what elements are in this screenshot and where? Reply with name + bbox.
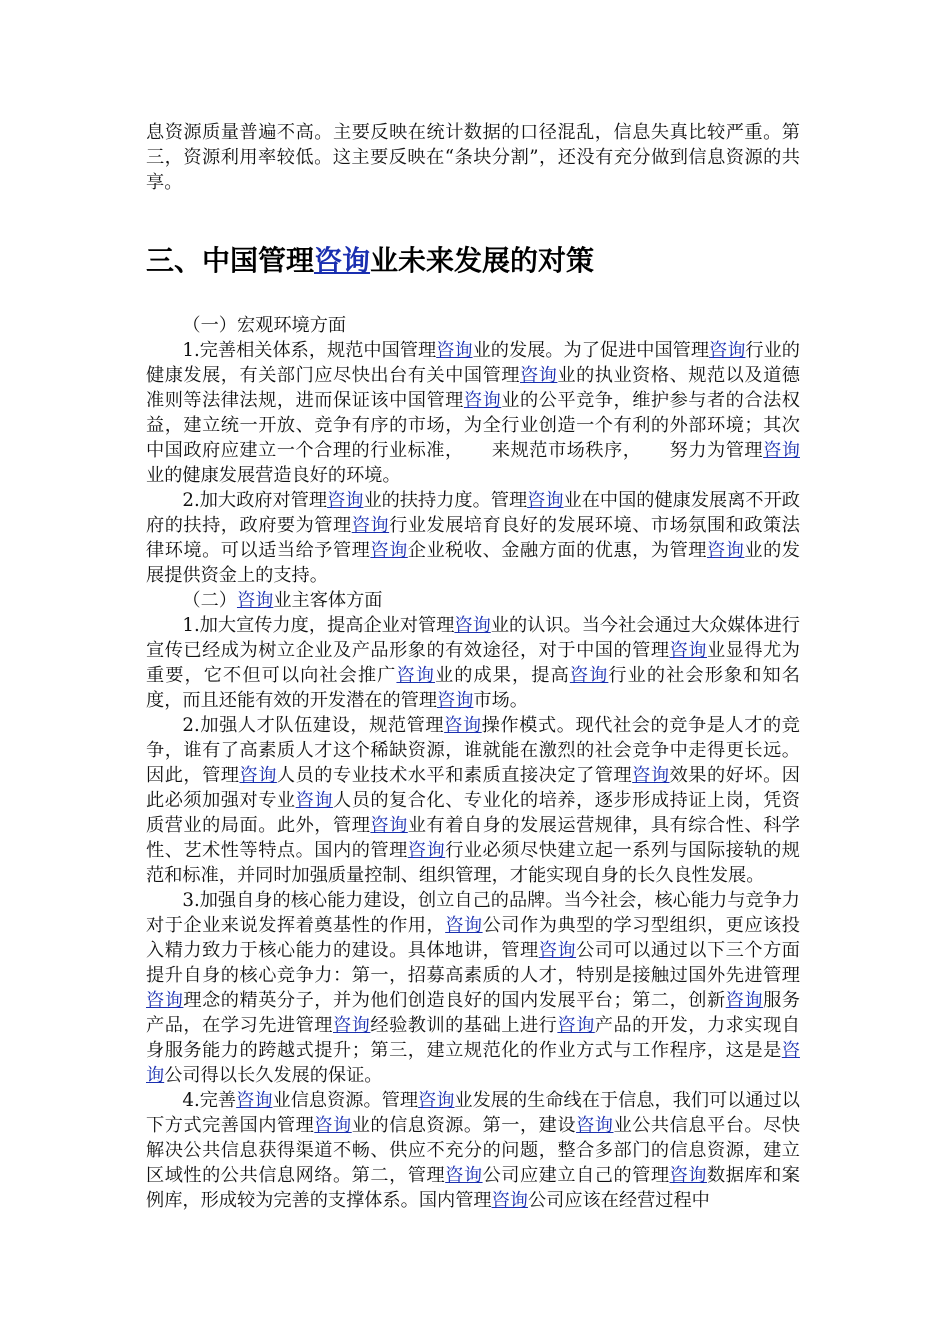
body-paragraph — [146, 488, 800, 588]
consulting-link[interactable]: 咨询 — [527, 490, 564, 511]
text-run: 业有着自身的发展运营规律，具有综合性、科学性、艺术性等特点。国内的管理 — [146, 815, 800, 861]
section-heading — [146, 241, 800, 281]
intro-paragraph — [146, 120, 800, 195]
text-run: 服务产品，在学习先进管理 — [146, 990, 800, 1036]
text-run: 业公共信息平台。尽快解决公共信息获得渠道不畅、供应不充分的问题，整合多部门的信息资源，建立区域性的公共信息网络。第二，管理 — [146, 1115, 800, 1186]
text-run: 人员的专业技术水平和素质直接决定了管理 — [276, 765, 633, 786]
consulting-link[interactable]: 咨询 — [236, 590, 274, 611]
text-run: （二） — [182, 590, 237, 611]
text-run: 2.加大政府对管理 — [182, 490, 328, 511]
consulting-link[interactable]: 咨询 — [445, 915, 483, 936]
text-run: 业的认识。当今社会通过大众媒体进行宣传已经成为树立企业及产品形象的有效途径，对于中国的管理 — [146, 615, 800, 661]
text-run: 1.加大宣传力度，提高企业对管理 — [182, 615, 455, 636]
consulting-link[interactable]: 咨询 — [327, 490, 364, 511]
consulting-link[interactable]: 咨询 — [370, 815, 408, 836]
text-run: 业主客体方面 — [273, 590, 383, 611]
text-run: 市场。 — [473, 690, 528, 711]
consulting-link[interactable]: 咨询 — [463, 390, 502, 411]
consulting-link[interactable]: 咨询 — [632, 765, 670, 786]
text-run: 业信息资源。管理 — [272, 1090, 419, 1111]
body-paragraph — [146, 338, 800, 488]
text-run: 人员的复合化、专业化的培养，逐步形成持证上岗，凭资质营业的局面。此外，管理 — [146, 790, 800, 836]
text-run: 行业的健康发展，有关部门应尽快出台有关中国管理 — [146, 340, 800, 386]
consulting-link[interactable]: 咨询 — [445, 1165, 483, 1186]
consulting-link[interactable]: 咨询 — [557, 1015, 595, 1036]
consulting-link[interactable]: 咨询 — [763, 440, 800, 461]
consulting-link[interactable]: 咨询 — [332, 1015, 371, 1036]
body-paragraph — [146, 613, 800, 713]
consulting-link[interactable]: 咨询 — [454, 615, 491, 636]
text-run: 公司可以通过以下三个方面提升自身的核心竞争力：第一，招募高素质的人才，特别是接触过国外先进管理 — [146, 940, 800, 986]
text-run: 业的执业资格、规范以及道德准则等法律法规，进而保证该中国管理 — [146, 365, 800, 411]
text-run: 2.加强人才队伍建设，规范管理 — [182, 715, 445, 736]
text-run: 数据库和案例库，形成较为完善的支撑体系。国内管理 — [146, 1165, 800, 1211]
text-run: （一）宏观环境方面 — [182, 315, 347, 336]
text-run: 业显得尤为重要，它不但可以向社会推广 — [146, 640, 800, 686]
consulting-link[interactable]: 咨询 — [669, 1165, 707, 1186]
text-run: 业的公平竞争，维护参与者的合法权益，建立统一开放、竞争有序的市场，为全行业创造一个有利的外部环境；其次中国政府应建立一个合理的行业标准， 来规范市场秩序， 努力为管理 — [146, 390, 800, 461]
body-paragraph — [146, 888, 800, 1088]
text-run: 业发展的生命线在于信息，我们可以通过以下方式完善国内管理 — [146, 1090, 800, 1136]
consulting-link[interactable]: 咨询 — [236, 1090, 273, 1111]
consulting-link[interactable]: 咨询 — [295, 790, 333, 811]
consulting-link[interactable]: 咨询 — [437, 690, 474, 711]
sections-container — [146, 313, 800, 1213]
consulting-link[interactable]: 咨询 — [396, 665, 435, 686]
consulting-link[interactable]: 咨询 — [709, 340, 746, 361]
consulting-link[interactable]: 咨询 — [418, 1090, 455, 1111]
consulting-link[interactable]: 咨询 — [576, 1115, 614, 1136]
consulting-link[interactable]: 咨询 — [146, 990, 184, 1011]
text-run: 公司作为典型的学习型组织，更应该投入精力致力于核心能力的建设。具体地讲，管理 — [146, 915, 800, 961]
text-run: 业的信息资源。第一，建设 — [351, 1115, 577, 1136]
consulting-link[interactable]: 咨询 — [239, 765, 277, 786]
consulting-link[interactable]: 咨询 — [370, 540, 408, 561]
text-run: 业的发展。为了促进中国管理 — [472, 340, 710, 361]
text-run: 业的成果，提高 — [434, 665, 570, 686]
text-run: 业未来发展的对策 — [370, 244, 595, 277]
text-run: 公司得以长久发展的保证。 — [164, 1065, 383, 1086]
consulting-link[interactable]: 咨询 — [314, 1115, 352, 1136]
body-paragraph — [146, 1088, 800, 1213]
consulting-link[interactable]: 咨询 — [444, 715, 482, 736]
consulting-link[interactable]: 咨询 — [569, 665, 609, 686]
text-run: 业在中国的健康发展离不开政府的扶持，政府要为管理 — [146, 490, 800, 536]
consulting-link[interactable]: 咨询 — [538, 940, 577, 961]
text-run: 行业发展培育良好的发展环境、市场氛围和政策法律环境。可以适当给予管理 — [146, 515, 800, 561]
consulting-link[interactable]: 咨询 — [669, 640, 707, 661]
text-run: 业的扶持力度。管理 — [363, 490, 528, 511]
text-run: 行业必须尽快建立起一系列与国际接轨的规范和标准，并同时加强质量控制、组织管理，才能实现自身的长久良性发展。 — [146, 840, 800, 886]
consulting-link[interactable]: 咨询 — [436, 340, 473, 361]
text-run: 公司应该在经营过程中 — [527, 1190, 710, 1211]
consulting-link[interactable]: 咨询 — [725, 990, 764, 1011]
body-paragraph — [146, 713, 800, 888]
text-run: 操作模式。现代社会的竞争是人才的竞争，谁有了高素质人才这个稀缺资源，谁就能在激烈的社会竞争中走得更长远。因此，管理 — [146, 715, 800, 786]
consulting-link[interactable]: 咨询 — [146, 1040, 800, 1086]
text-run: 4.完善 — [182, 1090, 237, 1111]
text-run: 企业税收、金融方面的优惠，为管理 — [407, 540, 707, 561]
text-run: 行业的社会形象和知名度，而且还能有效的开发潜在的管理 — [146, 665, 800, 711]
text-run: 效果的好坏。因此必须加强对专业 — [146, 765, 800, 811]
text-run: 3.加强自身的核心能力建设，创立自己的品牌。当今社会，核心能力与竞争力对于企业来说发挥着奠基性的作用， — [146, 890, 800, 936]
text-run: 公司应建立自己的管理 — [482, 1165, 670, 1186]
consulting-link[interactable]: 咨询 — [519, 365, 558, 386]
text-run: 1.完善相关体系，规范中国管理 — [182, 340, 437, 361]
text-run: 经验教训的基础上进行 — [370, 1015, 558, 1036]
consulting-link[interactable]: 咨询 — [706, 540, 745, 561]
text-run: 息资源质量普遍不高。主要反映在统计数据的口径混乱，信息失真比较严重。第三，资源利用率较低。这主要反映在“条块分割”，还没有充分做到信息资源的共享。 — [146, 122, 800, 193]
text-run: 理念的精英分子，并为他们创造良好的国内发展平台；第二，创新 — [183, 990, 726, 1011]
subsection-title — [146, 313, 800, 338]
text-run: 业的健康发展营造良好的环境。 — [146, 465, 401, 486]
text-run: 产品的开发，力求实现自身服务能力的跨越式提升；第三，建立规范化的作业方式与工作程序，这是是 — [146, 1015, 800, 1061]
consulting-link[interactable]: 咨询 — [407, 840, 446, 861]
consulting-link[interactable]: 咨询 — [491, 1190, 528, 1211]
text-run: 三、中国管理 — [146, 244, 315, 277]
document-page — [146, 120, 800, 1213]
text-run: 业的发展提供资金上的支持。 — [146, 540, 800, 586]
consulting-link[interactable]: 咨询 — [351, 515, 390, 536]
consulting-link[interactable]: 咨询 — [314, 244, 371, 277]
subsection-title — [146, 588, 800, 613]
